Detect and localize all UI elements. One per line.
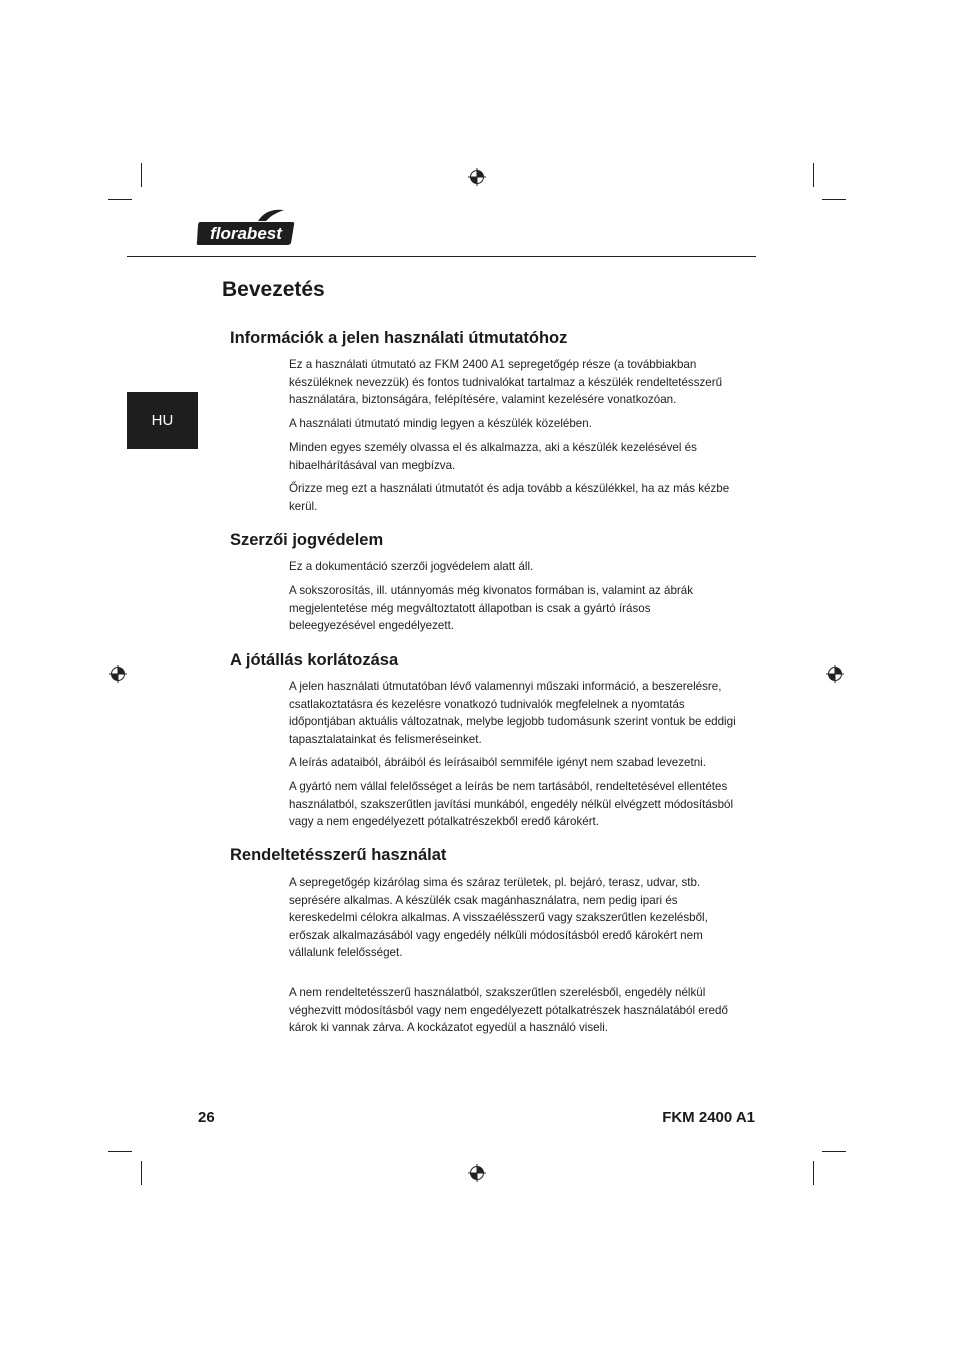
paragraph: Minden egyes személy olvassa el és alkalmazza, aki a készülék kezelésével és hibaelhárításával van megbízva. <box>289 441 697 472</box>
logo-text: florabest <box>210 224 282 243</box>
paragraph: A jelen használati útmutatóban lévő valamennyi műszaki információ, a beszerelésre, csatlakoztatásra és kezelésre vonatkozó tudnivalók megfelelnek a nyomtatás időpontjában aktuális változatnak, melybe legjobb tudomásunk szerint vontuk be eddigi tapasztalatainkat és felismeréseinket. <box>289 680 736 746</box>
registration-mark-icon <box>109 665 127 683</box>
crop-mark <box>141 163 142 187</box>
crop-mark <box>813 1161 814 1185</box>
page-title: Bevezetés <box>222 278 325 301</box>
paragraph: Őrizze meg ezt a használati útmutatót és adja tovább a készülékkel, ha az más kézbe kerül. <box>289 482 730 513</box>
model-number: FKM 2400 A1 <box>662 1109 755 1126</box>
header-rule <box>127 256 756 257</box>
section-heading: Rendeltetésszerű használat <box>230 846 447 864</box>
paragraph: A használati útmutató mindig legyen a készülék közelében. <box>289 417 592 430</box>
paragraph: Ez a dokumentáció szerzői jogvédelem alatt áll. <box>289 560 534 573</box>
paragraph: A sokszorosítás, ill. utánnyomás még kivonatos formában is, valamint az ábrák megjelentetése még megváltoztatott állapotban is csak a gyártó írásos beleegyezésével engedélyezett. <box>289 584 694 632</box>
paragraph: Ez a használati útmutató az FKM 2400 A1 sepregetőgép része (a továbbiakban készüléknek nevezzük) és fontos tudnivalókat tartalmaz a készülék rendeltetésszerű használatára, biztonságára, felépítésére, valamint kezelésére vonatkozóan. <box>289 358 723 406</box>
crop-mark <box>822 1151 846 1152</box>
florabest-logo <box>196 208 296 248</box>
paragraph: A gyártó nem vállal felelősséget a leírás be nem tartásából, rendeltetésével ellentétes használatból, szakszerűtlen javítási munkából, engedély nélkül elvégzett módosításból vagy a nem engedélyezett pótalkatrészekből eredő károkért. <box>289 780 734 828</box>
section-heading: A jótállás korlátozása <box>230 651 399 669</box>
paragraph: A leírás adataiból, ábráiból és leírásaiból semmiféle igényt nem szabad levezetni. <box>289 756 706 769</box>
registration-mark-icon <box>826 665 844 683</box>
language-tab: HU <box>127 392 198 449</box>
paragraph: A sepregetőgép kizárólag sima és száraz területek, pl. bejáró, terasz, udvar, stb. seprésére alkalmas. A készülék csak magánhasználatra, nem pedig ipari és kereskedelmi célokra alkalmas. A visszaélésszerű vagy szakszerűtlen kezelésből, erőszak alkalmazásából vagy engedély nélküli módosításból eredő károkért nem vállalunk felelősséget. <box>289 876 708 959</box>
section-heading: Szerzői jogvédelem <box>230 531 384 549</box>
crop-mark <box>141 1161 142 1185</box>
registration-mark-icon <box>468 168 486 186</box>
crop-mark <box>108 1151 132 1152</box>
crop-mark <box>822 199 846 200</box>
crop-mark <box>108 199 132 200</box>
page-number: 26 <box>198 1109 215 1126</box>
paragraph: A nem rendeltetésszerű használatból, szakszerűtlen szerelésből, engedély nélkül véghezvitt módosításból vagy nem engedélyezett pótalkatrészek használatából eredő károk ki vannak zárva. A kockázatot egyedül a használó viseli. <box>289 986 728 1034</box>
crop-mark <box>813 163 814 187</box>
registration-mark-icon <box>468 1164 486 1182</box>
section-heading: Információk a jelen használati útmutatóhoz <box>230 329 568 347</box>
